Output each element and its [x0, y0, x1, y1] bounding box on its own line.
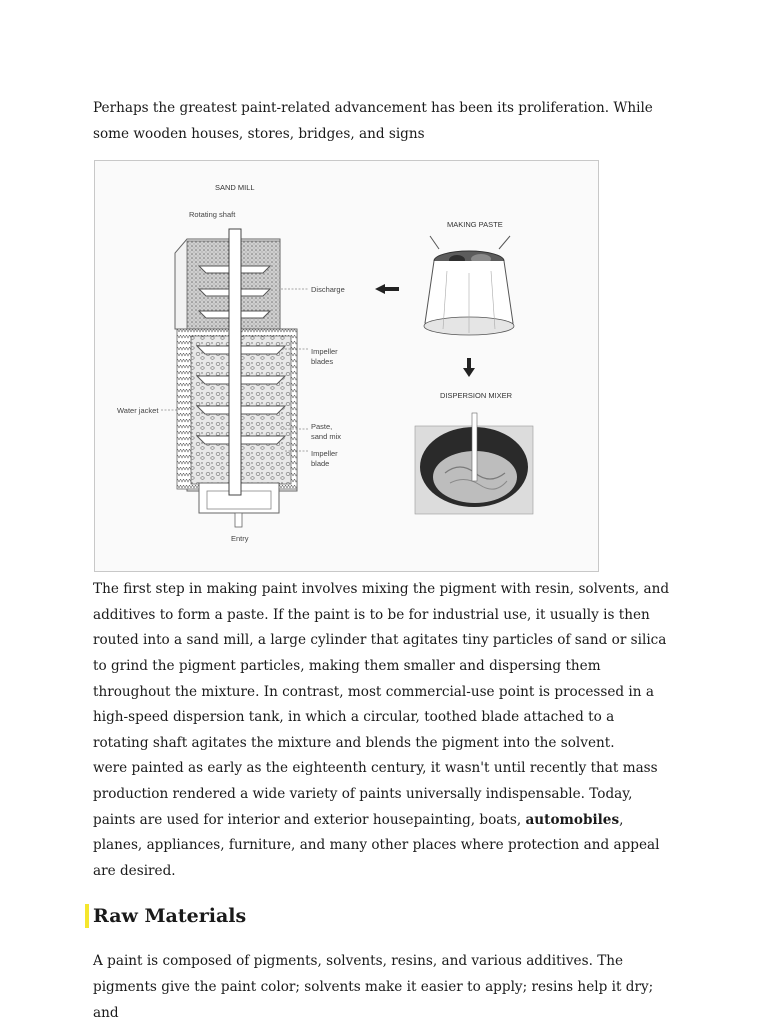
process-text-part2-after: , planes, appliances, furniture, and many other places where protection and appeal are desired.: [93, 811, 660, 879]
down-arrow-icon: [463, 358, 475, 377]
article-body: [93, 96, 673, 1026]
entry-label: Entry: [231, 534, 249, 544]
process-paragraph: [93, 577, 673, 884]
process-text-part1: The first step in making paint involves mixing the pigment with resin, solvents, and additives to form a paste. If the paint is to be for industrial use, it usually is then routed into a sand mill, a large cylinder that agitates tiny particles of sand or silica to grind the pigment particles, making them smaller and dispersing them throughout the mixture. In contrast, most commercial-use point is processed in a high-speed dispersion tank, in which a circular, toothed blade attached to a rotating shaft agitates the mixture and blends the pigment into the solvent.: [93, 581, 670, 751]
sand-mill-figure: [94, 160, 599, 572]
dispersion-mixer-illustration: [415, 413, 533, 514]
impeller-blades-label-2: blades: [311, 357, 334, 367]
process-text-part2-before: were painted as early as the eighteenth century, it wasn't until recently that mass production rendered a wide variety of paints universally indispensable. Today, paints are used for interior and exterior housepainting, boats,: [93, 760, 658, 828]
sand-mill-diagram: [95, 161, 598, 571]
impeller-blades-label-1: Impeller: [311, 347, 338, 357]
water-jacket-label: Water jacket: [117, 406, 159, 416]
paste-bucket-illustration: [424, 236, 514, 335]
raw-materials-section: [93, 902, 673, 930]
impeller-blade-label-2: blade: [311, 459, 330, 469]
discharge-label: Discharge: [311, 285, 345, 295]
paste-label-1: Paste,: [311, 422, 333, 432]
raw-materials-paragraph: A paint is composed of pigments, solvents, resins, and various additives. The pigments give the paint color; solvents make it easier to apply; resins help it dry; and: [93, 953, 654, 1021]
intro-paragraph: Perhaps the greatest paint-related advancement has been its proliferation. While some wooden houses, stores, bridges, and signs: [93, 100, 653, 142]
sand-mill-title: SAND MILL: [215, 183, 255, 193]
making-paste-title: MAKING PASTE: [447, 220, 503, 230]
left-arrow-icon: [375, 284, 399, 294]
paste-label-2: sand mix: [311, 432, 342, 442]
automobiles-link[interactable]: automobiles: [525, 811, 620, 828]
dispersion-mixer-title: DISPERSION MIXER: [440, 391, 513, 401]
impeller-blade-label-1: Impeller: [311, 449, 338, 459]
section-heading: Raw Materials: [93, 905, 247, 928]
rotating-shaft-label: Rotating shaft: [189, 210, 236, 220]
heading-accent-bar: [85, 904, 89, 928]
